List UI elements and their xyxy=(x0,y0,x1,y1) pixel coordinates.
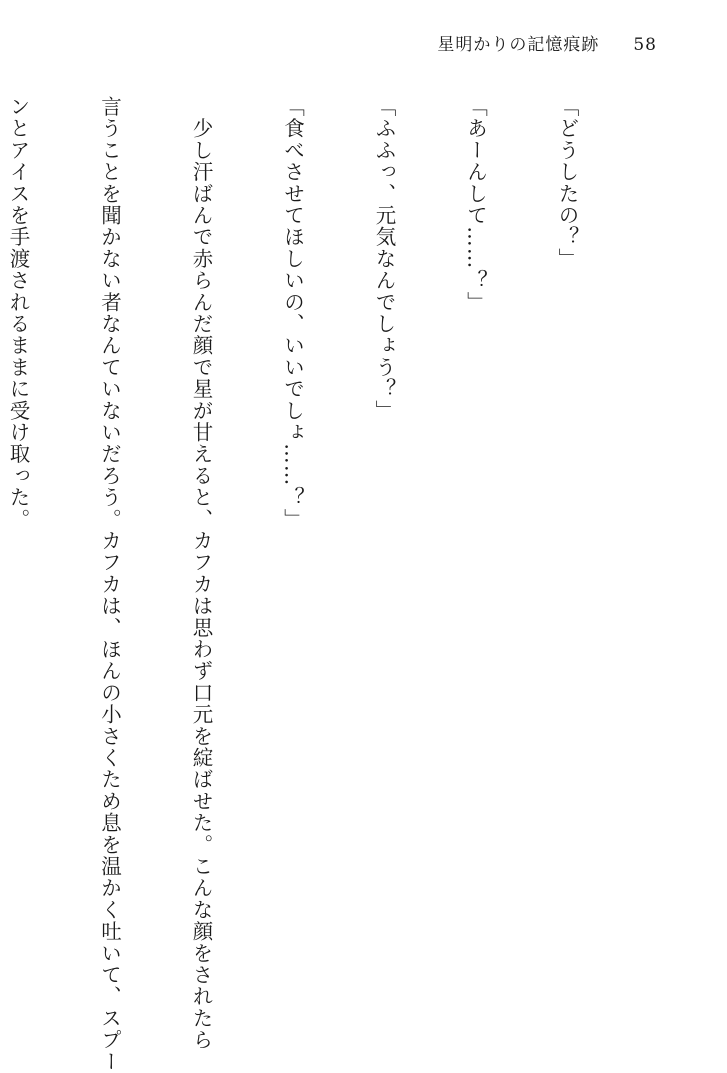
text-line: 言うことを聞かない者なんていないだろう。カフカは、ほんの小さくため息を温かく吐いて、スプー xyxy=(97,96,122,1073)
page-number: 58 xyxy=(633,35,657,55)
running-header xyxy=(437,30,657,55)
text-line: 「どうしたの？」 xyxy=(555,96,579,270)
text-line: 「ふふっ、元気なんでしょう？」 xyxy=(372,96,396,422)
text-line: 「食べさせてほしいの、いいでしょ……？」 xyxy=(280,96,305,530)
text-line: 少し汗ばんで赤らんだ顔で星が甘えると、カフカは思わず口元を綻ばせた。こんな顔をされたら xyxy=(189,96,213,1051)
book-title: 星明かりの記憶痕跡 xyxy=(437,35,600,55)
text-line: 「あーんして……？」 xyxy=(463,96,488,313)
vertical-text-body xyxy=(0,96,643,1073)
text-line: ンとアイスを手渡されるままに受け取った。 xyxy=(6,96,30,530)
